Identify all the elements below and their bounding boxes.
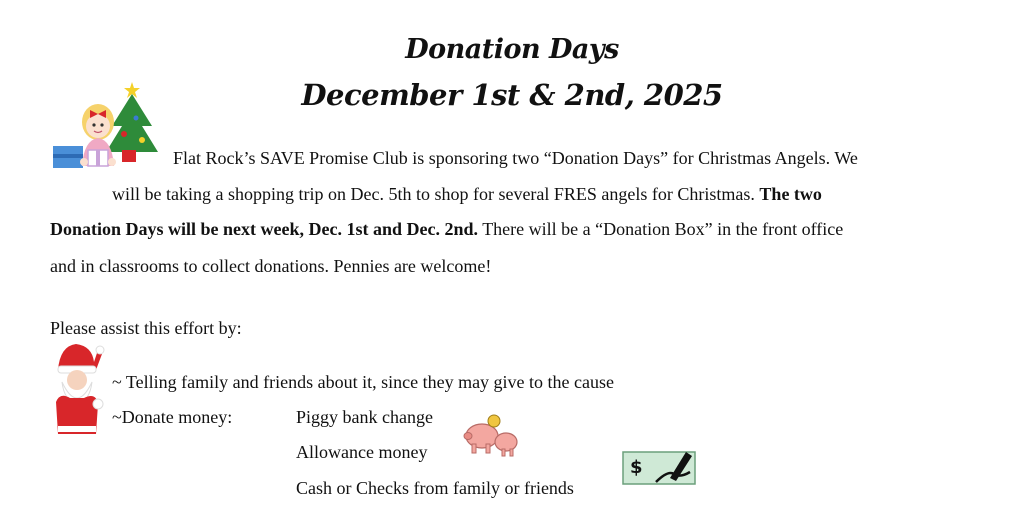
angel-tree-clipart [50,82,164,180]
option-cash-checks: Cash or Checks from family or friends [296,478,574,498]
intro-line-3-text: There will be a “Donation Box” in the front office [478,219,844,239]
option-piggy-bank: Piggy bank change [296,407,433,427]
svg-text:$: $ [630,457,643,478]
donate-money-label: ~Donate money: [112,407,233,427]
piggy-bank-icon [460,412,520,458]
check-pen-icon [622,448,696,486]
santa-clipart [50,340,106,438]
intro-line-3 [50,218,843,240]
page-title: Donation Days [405,34,619,65]
intro-line-1: Flat Rock’s SAVE Promise Club is sponsoring two “Donation Days” for Christmas Angels. We [173,148,858,168]
event-date: December 1st & 2nd, 2025 [301,78,723,112]
assist-heading: Please assist this effort by: [50,318,242,338]
intro-line-2 [112,183,822,205]
intro-line-2-text: will be taking a shopping trip on Dec. 5th to shop for several FRES angels for Christmas. [112,184,760,204]
intro-line-4: and in classrooms to collect donations. Pennies are welcome! [50,256,492,276]
intro-line-2-bold: The two [759,184,822,204]
intro-line-3-bold: Donation Days will be next week, Dec. 1st and Dec. 2nd. [50,219,479,239]
assist-telling: ~ Telling family and friends about it, since they may give to the cause [112,372,615,392]
option-allowance: Allowance money [296,442,428,462]
